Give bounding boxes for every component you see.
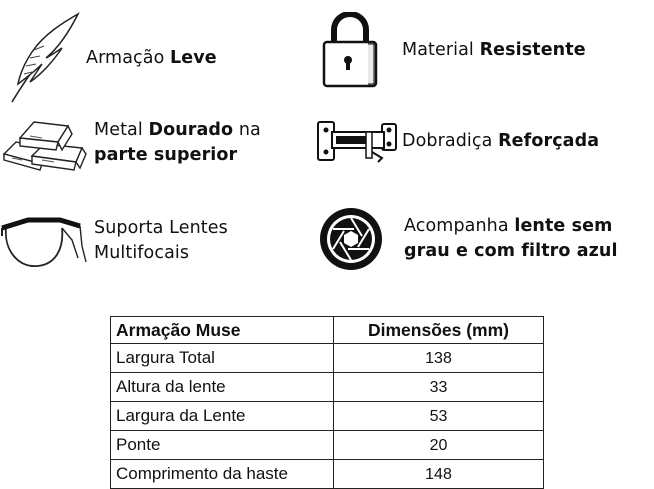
- feature-text: Suporta Lentes Multifocais: [94, 218, 228, 263]
- feature-text: Acompanha lente sem grau e com filtro azul: [404, 216, 618, 261]
- feature-text: Metal Dourado na parte superior: [94, 120, 261, 165]
- padlock-icon: [318, 12, 382, 88]
- table-row: [111, 431, 544, 460]
- table-header-row: [111, 317, 544, 344]
- feature-text: Material Resistente: [402, 39, 586, 60]
- feature-text: Armação Leve: [86, 47, 217, 68]
- feature-text: Dobradiça Reforçada: [402, 130, 600, 151]
- camera-lens-icon: [318, 206, 384, 272]
- feature-gold: [2, 114, 261, 172]
- feature-multifocal: [0, 206, 228, 276]
- row-value: 20: [334, 431, 544, 460]
- row-value: 33: [334, 373, 544, 402]
- table-row: [111, 460, 544, 489]
- row-label: Ponte: [111, 431, 334, 460]
- feather-icon: [4, 12, 82, 104]
- row-label: Altura da lente: [111, 373, 334, 402]
- row-value: 148: [334, 460, 544, 489]
- feature-resistant: [318, 12, 586, 88]
- table-row: [111, 344, 544, 373]
- glasses-icon: [0, 206, 90, 276]
- feature-light: [4, 12, 217, 104]
- column-header-model: Armação Muse: [111, 317, 334, 344]
- row-label: Comprimento da haste: [111, 460, 334, 489]
- dimensions-table: [110, 316, 544, 489]
- row-value: 138: [334, 344, 544, 373]
- gold-bars-icon: [2, 114, 90, 172]
- feature-lens: [318, 206, 618, 272]
- row-value: 53: [334, 402, 544, 431]
- column-header-dimensions: Dimensões (mm): [334, 317, 544, 344]
- hinge-icon: [316, 118, 400, 164]
- table-row: [111, 373, 544, 402]
- row-label: Largura Total: [111, 344, 334, 373]
- row-label: Largura da Lente: [111, 402, 334, 431]
- feature-hinge: [316, 118, 599, 164]
- table-row: [111, 402, 544, 431]
